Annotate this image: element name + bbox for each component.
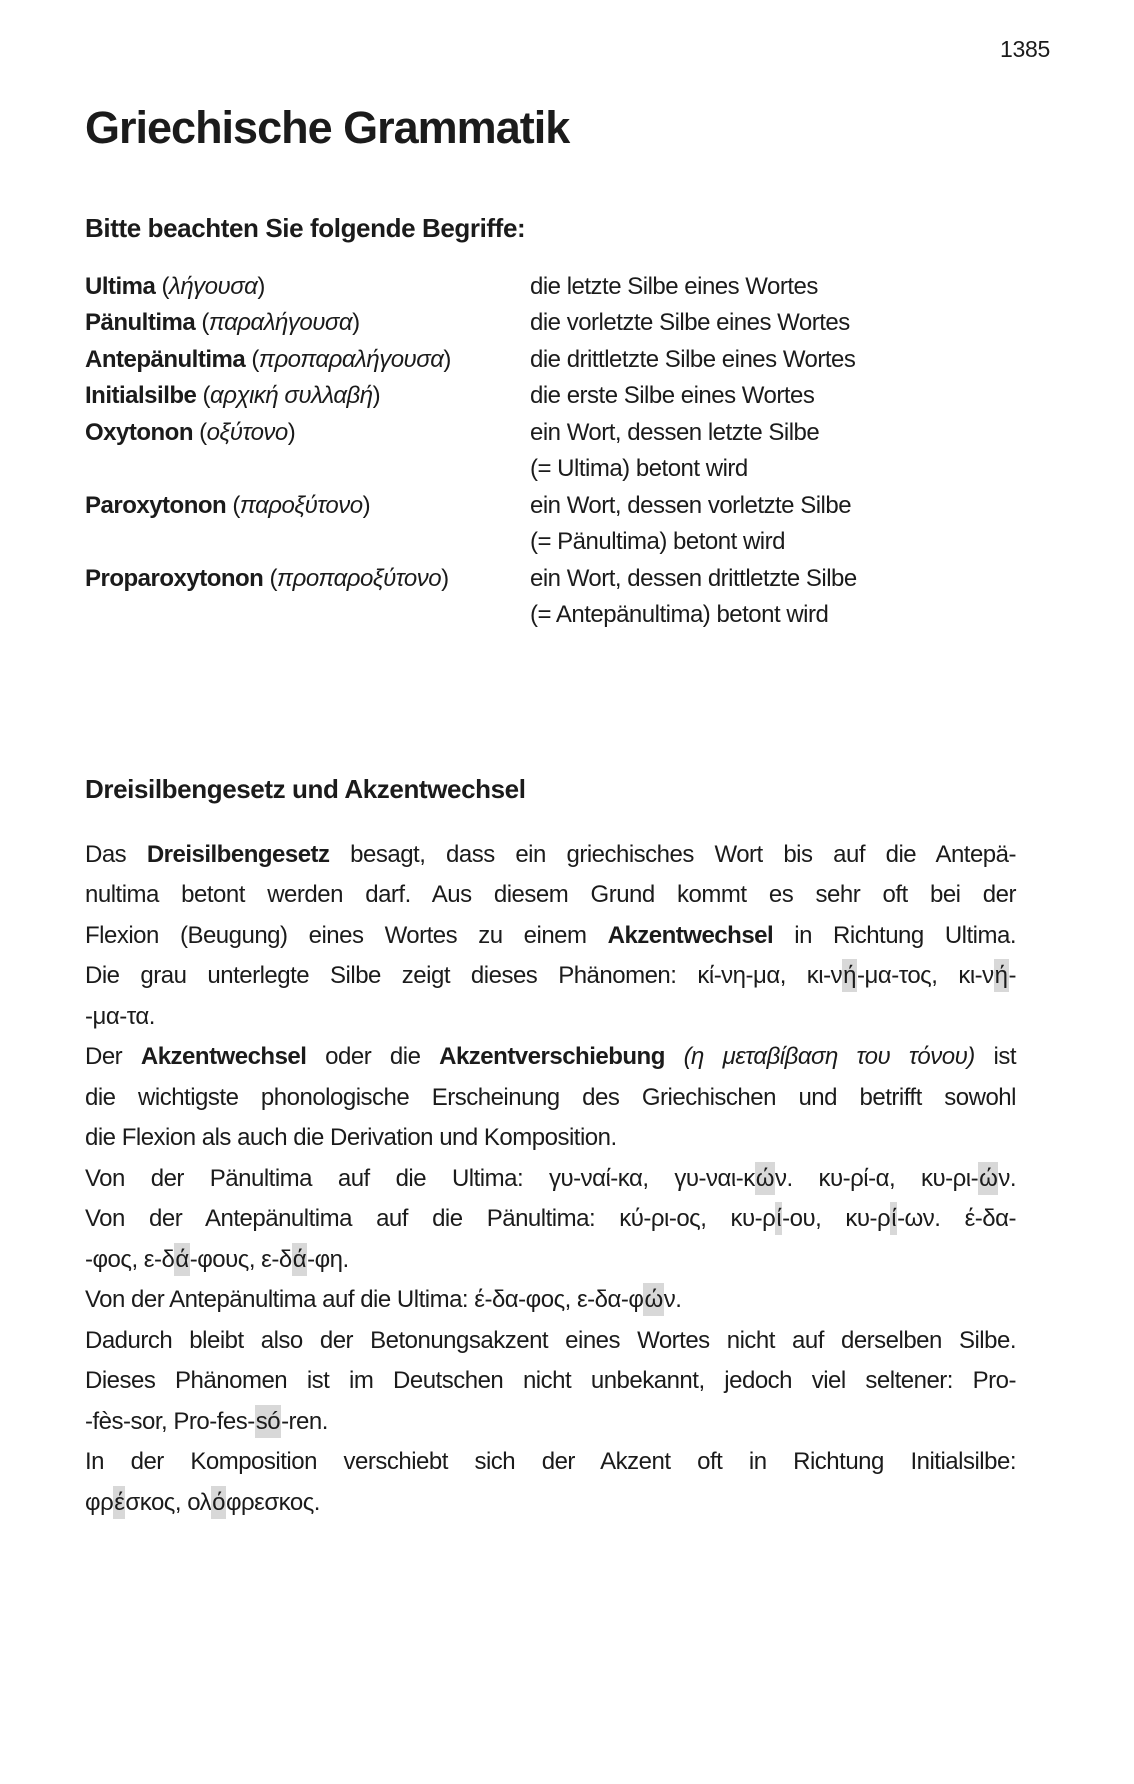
glossary-term-greek: αρχική συλλαβή	[210, 382, 373, 410]
text-segment: Dreisilbengesetz	[146, 840, 330, 868]
highlighted-syllable: ί	[775, 1202, 782, 1235]
glossary-term-label: Proparoxytonon	[85, 564, 264, 592]
glossary-definition	[530, 488, 1016, 561]
text-segment: Das	[85, 840, 147, 868]
glossary-term	[85, 305, 530, 342]
highlighted-syllable: ώ	[643, 1283, 663, 1316]
highlighted-syllable: só	[255, 1405, 281, 1438]
glossary-term-greek: παροξύτονο	[239, 491, 363, 519]
glossary-definition	[530, 305, 1016, 342]
definition-line: (= Ultima) betont wird	[530, 455, 748, 483]
text-segment: -φος, ε-δ	[85, 1245, 175, 1273]
glossary-term-label: Oxytonon	[85, 418, 193, 446]
text-segment: die Flexion als auch die Derivation und Komposition.	[85, 1124, 617, 1152]
highlighted-syllable: ά	[292, 1243, 307, 1276]
text-segment: Akzentwechsel	[607, 921, 774, 949]
body-line	[85, 835, 1016, 876]
glossary-term-greek: παραλήγουσα	[208, 309, 353, 337]
glossary-term-label: Paroxytonon	[85, 491, 227, 519]
glossary-row	[85, 378, 1016, 415]
glossary-definition	[530, 269, 1016, 306]
glossary-term-paren: (παραλήγουσα)	[195, 309, 360, 337]
definition-line: (= Antepänultima) betont wird	[530, 601, 829, 629]
text-segment: -fès-sor, Pro-fes-	[85, 1407, 255, 1435]
glossary-row	[85, 269, 1016, 306]
highlighted-syllable: ά	[174, 1243, 189, 1276]
glossary-row	[85, 561, 1016, 634]
text-segment: Von der Antepänultima auf die Ultima: έ-δα-φος, ε-δα-φ	[85, 1286, 644, 1314]
highlighted-syllable: ή	[994, 959, 1009, 992]
definition-line: ein Wort, dessen letzte Silbe	[530, 418, 820, 446]
glossary-term	[85, 342, 530, 379]
glossary-row	[85, 305, 1016, 342]
glossary-term-label: Pänultima	[85, 309, 196, 337]
text-segment: -μα-τος, κι-ν	[857, 962, 994, 990]
glossary-row	[85, 415, 1016, 488]
text-segment: Die grau unterlegte Silbe zeigt dieses Phänomen: κί-νη-μα, κι-ν	[85, 962, 843, 990]
text-segment: besagt, dass ein griechisches Wort bis auf die Antepä-	[329, 840, 1016, 868]
text-segment: ν.	[663, 1286, 682, 1314]
text-segment: φρεσκος.	[225, 1488, 320, 1516]
body-line	[85, 1483, 1016, 1524]
glossary-row	[85, 488, 1016, 561]
text-segment: Von der Antepänultima auf die Pänultima: κύ-ρι-ος, κυ-ρ	[85, 1205, 776, 1233]
body-line	[85, 1240, 1016, 1281]
body-line	[85, 875, 1016, 916]
glossary-term-label: Initialsilbe	[85, 382, 197, 410]
page-number: 1385	[1000, 36, 1050, 62]
body-line	[85, 1442, 1016, 1483]
highlighted-syllable: ή	[842, 959, 857, 992]
text-segment: σκος, ολ	[125, 1488, 212, 1516]
text-segment: ν. κυ-ρί-α, κυ-ρι-	[774, 1164, 979, 1192]
glossary-term-greek: προπαραλήγουσα	[258, 345, 444, 373]
glossary-definition	[530, 378, 1016, 415]
glossary-term	[85, 378, 530, 415]
glossary-definition	[530, 561, 1016, 634]
definition-line: die letzte Silbe eines Wortes	[530, 272, 818, 300]
body-line	[85, 956, 1016, 997]
glossary-term-paren: (παροξύτονο)	[226, 491, 371, 519]
text-segment: φρ	[85, 1488, 114, 1516]
text-segment: ν.	[998, 1164, 1016, 1192]
body-line	[85, 1199, 1016, 1240]
text-segment: -	[1008, 962, 1017, 990]
text-segment: Akzentverschiebung	[439, 1043, 665, 1071]
highlighted-syllable: έ	[113, 1486, 125, 1519]
text-segment: -ren.	[281, 1407, 328, 1435]
text-segment	[665, 1043, 684, 1070]
glossary-term-paren: (αρχική συλλαβή)	[196, 382, 381, 410]
highlighted-syllable: ώ	[978, 1162, 998, 1195]
glossary-row	[85, 342, 1016, 379]
body-line	[85, 1361, 1016, 1402]
text-segment: Akzentwechsel	[140, 1043, 307, 1071]
definition-line: die erste Silbe eines Wortes	[530, 382, 815, 410]
text-segment: Dieses Phänomen ist im Deutschen nicht unbekannt, jedoch viel seltener: Pro-	[85, 1367, 1016, 1395]
body-line	[85, 997, 1016, 1038]
glossary-heading: Bitte beachten Sie folgende Begriffe:	[85, 212, 526, 243]
text-segment: In der Komposition verschiebt sich der Akzent oft in Richtung Initialsilbe:	[85, 1448, 1016, 1476]
text-segment: -ου, κυ-ρ	[782, 1205, 891, 1233]
highlighted-syllable: ώ	[755, 1162, 775, 1195]
glossary-term-label: Antepänultima	[85, 345, 246, 373]
text-segment: in Richtung Ultima.	[773, 921, 1017, 949]
text-segment: ist	[974, 1043, 1016, 1071]
definition-line: die vorletzte Silbe eines Wortes	[530, 309, 850, 337]
text-segment: -μα-τα.	[85, 1002, 155, 1030]
glossary-term-paren: (προπαραλήγουσα)	[245, 345, 451, 373]
highlighted-syllable: ό	[211, 1486, 226, 1519]
glossary-term	[85, 488, 530, 561]
glossary-definition	[530, 342, 1016, 379]
text-segment: Von der Pänultima auf die Ultima: γυ-ναί-κα, γυ-ναι-κ	[85, 1164, 755, 1192]
glossary-term	[85, 415, 530, 488]
body-line	[85, 1078, 1016, 1119]
glossary-definition	[530, 415, 1016, 488]
text-segment: -ων. έ-δα-	[897, 1205, 1017, 1233]
glossary-term-label: Ultima	[85, 272, 156, 300]
page-title: Griechische Grammatik	[85, 102, 570, 153]
text-segment: Flexion (Beugung) eines Wortes zu einem	[85, 921, 608, 949]
body-line	[85, 1159, 1016, 1200]
section-heading: Dreisilbengesetz und Akzentwechsel	[85, 773, 526, 804]
glossary-term-paren: (προπαροξύτονο)	[263, 564, 449, 592]
glossary-term-paren: (λήγουσα)	[155, 272, 265, 300]
glossary-term	[85, 269, 530, 306]
text-segment: oder die	[306, 1043, 440, 1071]
text-segment: -φους, ε-δ	[189, 1245, 292, 1273]
text-segment: (η μεταβίβαση του τόνου)	[683, 1043, 975, 1071]
body-line	[85, 1037, 1016, 1078]
body-line	[85, 1402, 1016, 1443]
definition-line: die drittletzte Silbe eines Wortes	[530, 345, 856, 373]
text-segment: nultima betont werden darf. Aus diesem Grund kommt es sehr oft bei der	[85, 881, 1016, 909]
definition-line: ein Wort, dessen vorletzte Silbe	[530, 491, 852, 519]
glossary-term-greek: λήγουσα	[169, 272, 258, 300]
text-segment: Der	[85, 1043, 141, 1071]
text-segment: die wichtigste phonologische Erscheinung des Griechischen und betrifft sowohl	[85, 1083, 1016, 1111]
body-line	[85, 1118, 1016, 1159]
text-segment: -φη.	[307, 1245, 349, 1273]
glossary-term	[85, 561, 530, 634]
glossary-term-paren: (οξύτονο)	[193, 418, 296, 446]
definition-line: ein Wort, dessen drittletzte Silbe	[530, 564, 857, 592]
glossary-term-greek: οξύτονο	[206, 418, 288, 446]
body-line	[85, 1280, 1016, 1321]
body-line	[85, 1321, 1016, 1362]
body-text	[85, 835, 1016, 1524]
highlighted-syllable: ί	[890, 1202, 897, 1235]
definition-line: (= Pänultima) betont wird	[530, 528, 785, 556]
glossary-table	[85, 269, 1016, 634]
body-line	[85, 916, 1016, 957]
text-segment: Dadurch bleibt also der Betonungsakzent eines Wortes nicht auf derselben Silbe.	[85, 1326, 1016, 1354]
glossary-term-greek: προπαροξύτονο	[277, 564, 442, 592]
